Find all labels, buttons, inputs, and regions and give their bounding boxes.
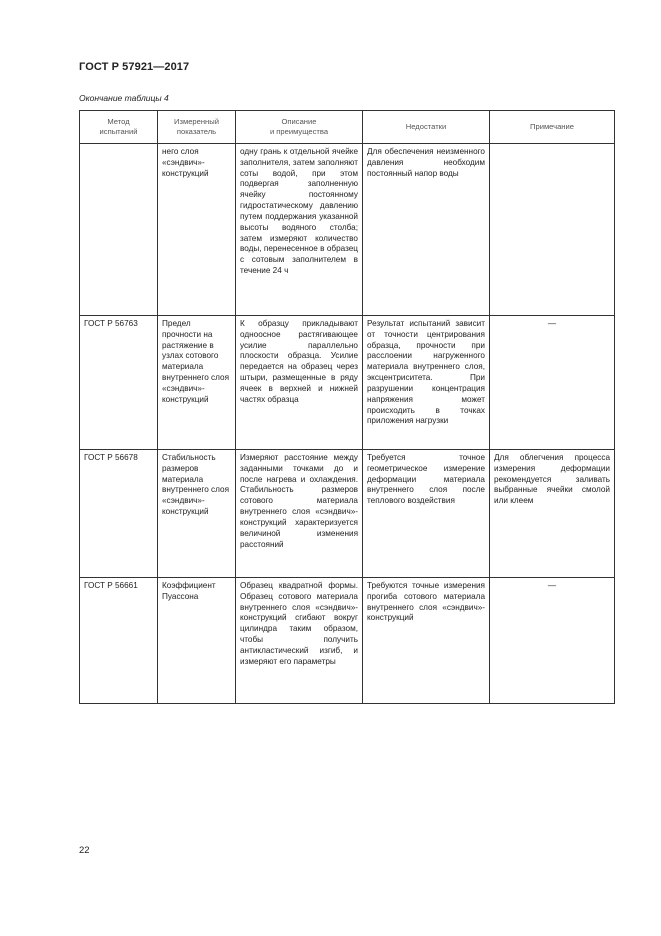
cell-note: — [490,578,615,704]
table-row [80,450,615,578]
cell-measured: него слоя «сэндвич»-конструкций [158,144,236,316]
cell-description: Образец квадратной формы. Образец сотового материала внутреннего слоя «сэндвич»-конструкций сгибают вокруг цилиндра таким образом, чтобы получить антикластический изгиб, и измеряют его параметры [236,578,363,704]
cell-drawbacks: Требуются точные измерения прогиба сотового материала внутреннего слоя «сэндвич»-конструкций [363,578,490,704]
column-header-text: Метод испытаний [99,116,138,136]
cell-measured: Предел прочности на растяжение в узлах сотового материала внутреннего слоя «сэндвич»-конструкций [158,316,236,450]
cell-note [490,144,615,316]
table-row [80,316,615,450]
column-header-measured [158,111,236,144]
methods-table [79,110,615,704]
cell-method: ГОСТ Р 56661 [80,578,158,704]
cell-method: ГОСТ Р 56678 [80,450,158,578]
cell-drawbacks: Результат испытаний зависит от точности центрирования образца, прочности при расслоении нагруженного материала внутреннего слоя, эксцентриситета. При разрушении концентрация напряжения может происходить в точках приложения нагрузки [363,316,490,450]
page-number: 22 [79,845,90,856]
cell-drawbacks: Требуется точное геометрическое измерение деформации материала внутреннего слоя после теплового воздействия [363,450,490,578]
column-header-text: Примечание [530,121,574,131]
cell-measured: Коэффициент Пуассона [158,578,236,704]
cell-drawbacks: Для обеспечения неизменного давления необходим постоянный напор воды [363,144,490,316]
table-row [80,144,615,316]
cell-method [80,144,158,316]
cell-description: Измеряют расстояние между заданными точками до и после нагрева и охлаждения. Стабильность размеров сотового материала внутреннего слоя «сэндвич»-конструкций характеризуется величиной изменения расстояний [236,450,363,578]
column-header-text: Недостатки [405,121,447,131]
table-row [80,578,615,704]
document-header: ГОСТ Р 57921—2017 [79,61,190,73]
cell-measured: Стабильность размеров материала внутреннего слоя «сэндвич»-конструкций [158,450,236,578]
column-header-method [80,111,158,144]
column-header-description [236,111,363,144]
cell-note: — [490,316,615,450]
cell-method: ГОСТ Р 56763 [80,316,158,450]
table-caption: Окончание таблицы 4 [79,93,169,103]
cell-description: К образцу прикладывают одноосное растягивающее усилие параллельно плоскости образца. Усилие передается на образец через штыри, размещенные в ряду ячеек в верхней и нижней частях образца [236,316,363,450]
table-header-row [80,111,615,144]
column-header-note [490,111,615,144]
cell-description: одну грань к отдельной ячейке заполнителя, затем заполняют соты водой, при этом подвергая заполненную ячейку постоянному гидростатическому давлению путем поддержания указанной высоты водяного столба; затем измеряют количество воды, перенесенное в образец с сотовым заполнителем в течение 24 ч [236,144,363,316]
cell-note: Для облегчения процесса измерения деформации рекомендуется заливать выбранные ячейки смолой или клеем [490,450,615,578]
column-header-text: Описание и преимущества [269,116,329,136]
column-header-text: Измеренный показатель [174,116,219,136]
column-header-drawbacks [363,111,490,144]
